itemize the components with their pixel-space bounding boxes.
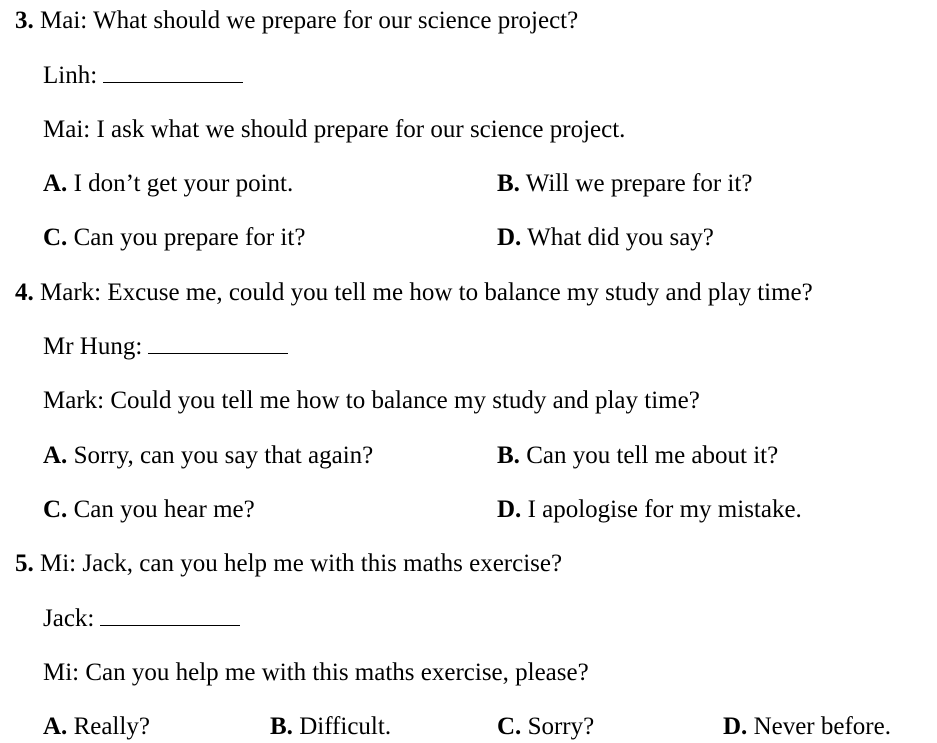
question-4-response bbox=[43, 332, 288, 362]
question-5-option-a[interactable] bbox=[43, 712, 150, 742]
question-text: Mi: Jack, can you help me with this maths exercise? bbox=[40, 550, 563, 577]
option-letter: D. bbox=[723, 713, 748, 740]
option-letter: B. bbox=[270, 713, 293, 740]
option-letter: C. bbox=[43, 496, 68, 523]
question-5-response bbox=[43, 604, 240, 634]
question-3-option-b[interactable] bbox=[497, 169, 752, 199]
option-letter: C. bbox=[497, 713, 522, 740]
option-letter: C. bbox=[43, 224, 68, 251]
question-4-option-b[interactable] bbox=[497, 441, 778, 471]
option-text: Difficult. bbox=[299, 713, 392, 740]
option-letter: B. bbox=[497, 442, 520, 469]
question-number: 3. bbox=[15, 7, 34, 34]
question-3-option-d[interactable] bbox=[497, 223, 714, 253]
question-5-option-d[interactable] bbox=[723, 712, 891, 742]
question-text: Mark: Excuse me, could you tell me how to balance my study and play time? bbox=[40, 279, 813, 306]
question-4-option-c[interactable] bbox=[43, 495, 255, 525]
option-text: Sorry, can you say that again? bbox=[73, 442, 374, 469]
option-text: Can you tell me about it? bbox=[526, 442, 779, 469]
option-text: I don’t get your point. bbox=[73, 170, 294, 197]
question-4-option-a[interactable] bbox=[43, 441, 373, 471]
response-speaker: Jack: bbox=[43, 605, 95, 632]
question-3-followup: Mai: I ask what we should prepare for our science project. bbox=[43, 116, 626, 143]
answer-blank bbox=[148, 333, 288, 354]
response-speaker: Linh: bbox=[43, 62, 98, 89]
answer-blank bbox=[103, 62, 243, 83]
question-5-followup: Mi: Can you help me with this maths exercise, please? bbox=[43, 659, 589, 686]
option-text: Never before. bbox=[753, 713, 891, 740]
option-text: Sorry? bbox=[527, 713, 595, 740]
question-4-prompt bbox=[15, 278, 813, 308]
question-3-option-c[interactable] bbox=[43, 223, 305, 253]
option-letter: B. bbox=[497, 170, 520, 197]
question-3-response bbox=[43, 61, 243, 91]
option-letter: A. bbox=[43, 442, 68, 469]
option-text: Will we prepare for it? bbox=[525, 170, 753, 197]
option-letter: D. bbox=[497, 496, 522, 523]
response-speaker: Mr Hung: bbox=[43, 333, 143, 360]
option-text: What did you say? bbox=[527, 224, 714, 251]
option-text: Can you prepare for it? bbox=[73, 224, 306, 251]
question-number: 5. bbox=[15, 550, 34, 577]
question-3-prompt bbox=[15, 6, 578, 36]
question-number: 4. bbox=[15, 279, 34, 306]
option-text: Can you hear me? bbox=[73, 496, 255, 523]
question-4-option-d[interactable] bbox=[497, 495, 802, 525]
answer-blank bbox=[100, 605, 240, 626]
option-letter: A. bbox=[43, 170, 68, 197]
question-4-followup: Mark: Could you tell me how to balance my study and play time? bbox=[43, 387, 700, 414]
option-text: Really? bbox=[73, 713, 150, 740]
option-letter: D. bbox=[497, 224, 522, 251]
question-5-option-b[interactable] bbox=[270, 712, 391, 742]
question-text: Mai: What should we prepare for our science project? bbox=[40, 7, 579, 34]
question-5-prompt bbox=[15, 549, 562, 579]
question-3-option-a[interactable] bbox=[43, 169, 293, 199]
question-5-option-c[interactable] bbox=[497, 712, 594, 742]
option-text: I apologise for my mistake. bbox=[527, 496, 802, 523]
option-letter: A. bbox=[43, 713, 68, 740]
